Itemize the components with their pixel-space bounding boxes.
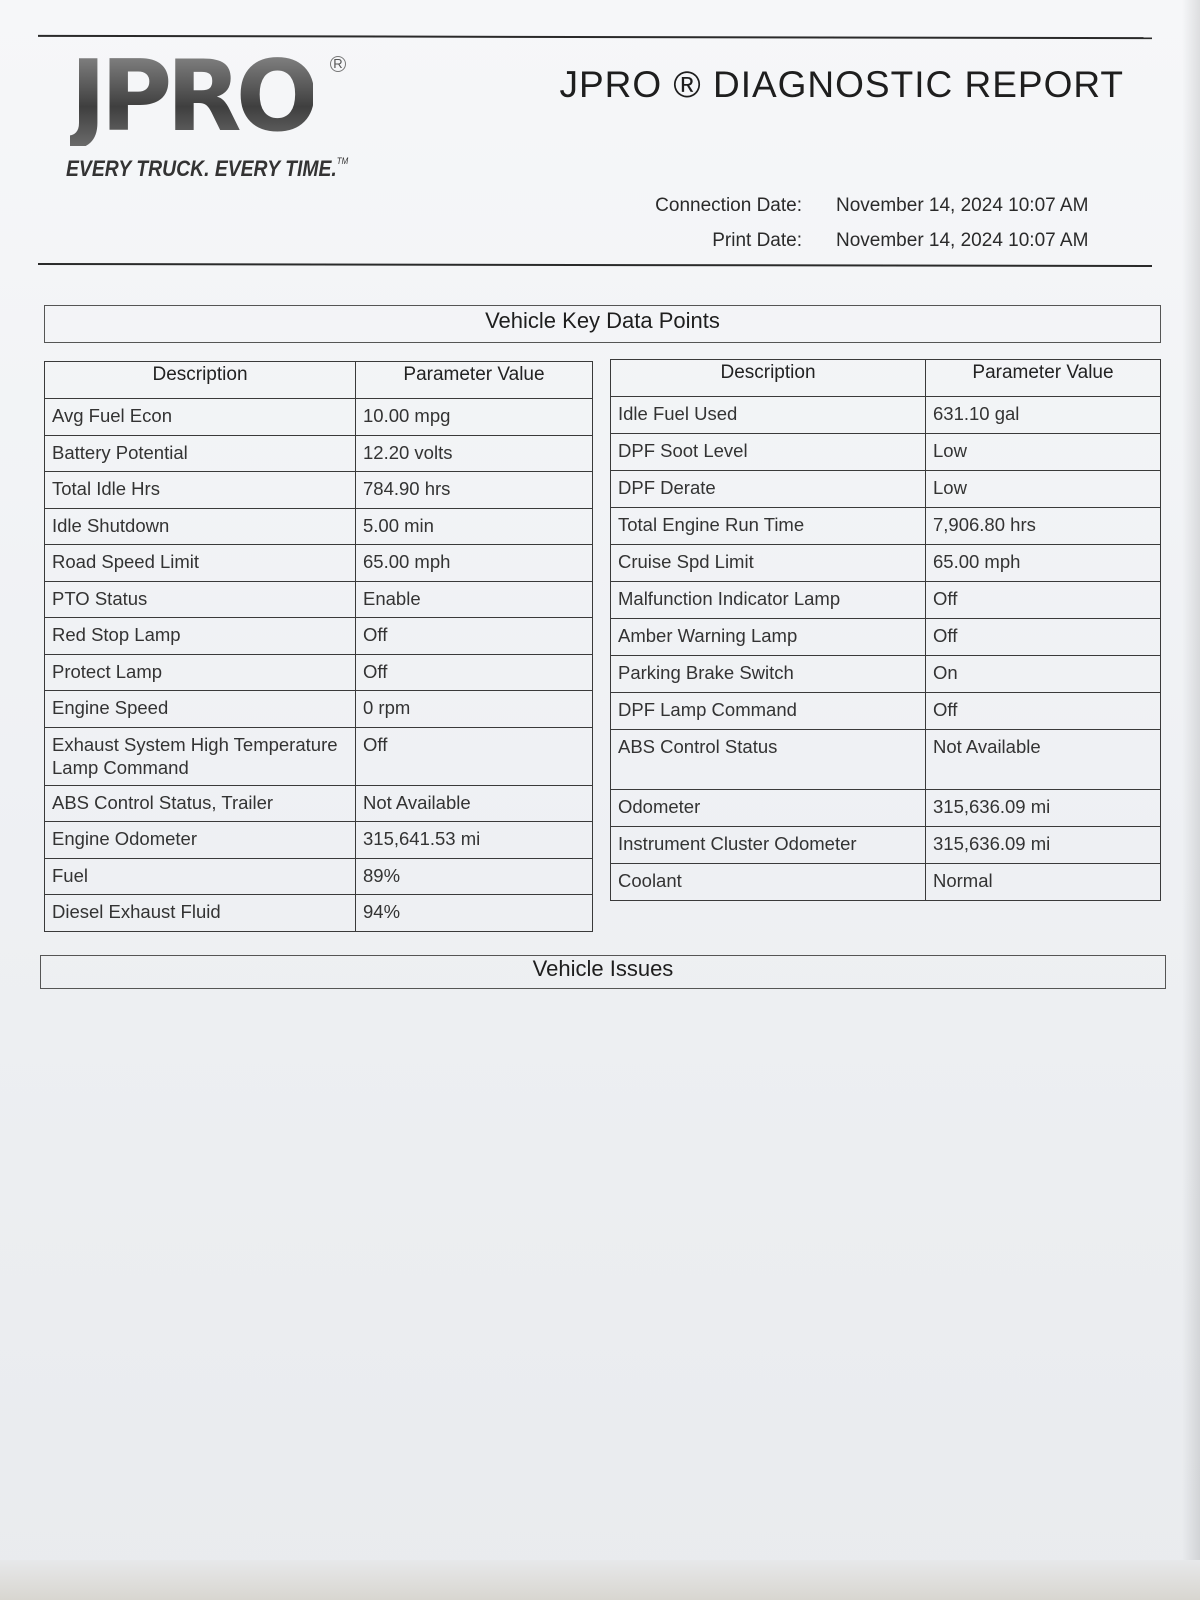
row-value: 631.10 gal [926, 397, 1161, 434]
jpro-logo: JPRO [70, 40, 314, 154]
row-value: Off [926, 693, 1161, 730]
row-value: 94% [356, 895, 593, 932]
table-row [45, 691, 593, 728]
row-value: 315,636.09 mi [926, 790, 1161, 827]
row-description: Road Speed Limit [45, 545, 356, 582]
row-value: Not Available [356, 785, 593, 822]
connection-date-row [640, 188, 1140, 223]
row-description: Engine Odometer [45, 822, 356, 859]
row-value: Low [926, 471, 1161, 508]
registered-mark-icon: R [330, 56, 346, 72]
row-description: Avg Fuel Econ [45, 399, 356, 436]
table-row [45, 581, 593, 618]
table-row [611, 693, 1161, 730]
column-header-parameter-value: Parameter Value [926, 360, 1161, 397]
vehicle-issues-section-title: Vehicle Issues [40, 955, 1166, 989]
row-description: Idle Fuel Used [611, 397, 926, 434]
table-row [45, 508, 593, 545]
row-description: Cruise Spd Limit [611, 545, 926, 582]
page-edge-shadow [1182, 0, 1200, 1600]
row-value: 7,906.80 hrs [926, 508, 1161, 545]
row-description: Exhaust System High Temperature Lamp Command [45, 727, 356, 785]
row-description: Red Stop Lamp [45, 618, 356, 655]
table-row [611, 471, 1161, 508]
table-row [45, 399, 593, 436]
row-description: Amber Warning Lamp [611, 619, 926, 656]
table-row [45, 435, 593, 472]
header-bottom-rule [38, 263, 1152, 267]
table-row [45, 472, 593, 509]
table-row [611, 508, 1161, 545]
row-description: DPF Soot Level [611, 434, 926, 471]
table-row [611, 619, 1161, 656]
table-row [45, 618, 593, 655]
print-date-row [640, 223, 1140, 258]
trademark-mark: TM [336, 156, 349, 166]
row-value: 315,636.09 mi [926, 827, 1161, 864]
connection-date-label: Connection Date: [655, 194, 802, 216]
header-top-rule [38, 35, 1152, 39]
row-value: 10.00 mpg [356, 399, 593, 436]
row-description: Coolant [611, 864, 926, 901]
column-header-parameter-value: Parameter Value [356, 362, 593, 399]
row-description: Instrument Cluster Odometer [611, 827, 926, 864]
table-row [45, 654, 593, 691]
row-description: Battery Potential [45, 435, 356, 472]
row-description: Protect Lamp [45, 654, 356, 691]
logo-tagline [66, 156, 348, 182]
row-description: Odometer [611, 790, 926, 827]
row-value: Off [926, 582, 1161, 619]
row-value: 5.00 min [356, 508, 593, 545]
row-value: Off [356, 654, 593, 691]
row-description: Malfunction Indicator Lamp [611, 582, 926, 619]
row-value: Low [926, 434, 1161, 471]
table-row [611, 827, 1161, 864]
row-value: 315,641.53 mi [356, 822, 593, 859]
table-row [45, 727, 593, 785]
print-date-value: November 14, 2024 10:07 AM [836, 229, 1089, 251]
desk-surface [0, 1560, 1200, 1600]
table-row [45, 822, 593, 859]
row-value: On [926, 656, 1161, 693]
column-header-description: Description [45, 362, 356, 399]
table-row [45, 785, 593, 822]
row-value: 12.20 volts [356, 435, 593, 472]
table-row [45, 895, 593, 932]
row-description: Fuel [45, 858, 356, 895]
table-row [611, 656, 1161, 693]
row-value: Off [926, 619, 1161, 656]
key-data-table-right [610, 359, 1161, 901]
row-description: ABS Control Status, Trailer [45, 785, 356, 822]
row-value: 0 rpm [356, 691, 593, 728]
row-value: Normal [926, 864, 1161, 901]
row-description: Engine Speed [45, 691, 356, 728]
row-description: Idle Shutdown [45, 508, 356, 545]
row-value: 65.00 mph [356, 545, 593, 582]
table-row [45, 858, 593, 895]
row-description: DPF Lamp Command [611, 693, 926, 730]
key-data-table-left [44, 361, 593, 932]
table-row [611, 864, 1161, 901]
print-date-label: Print Date: [712, 229, 802, 251]
row-description: DPF Derate [611, 471, 926, 508]
table-row [611, 397, 1161, 434]
report-title: JPRO ® DIAGNOSTIC REPORT [559, 64, 1124, 105]
table-row [45, 545, 593, 582]
row-value: 89% [356, 858, 593, 895]
table-row [611, 730, 1161, 790]
table-row [611, 790, 1161, 827]
row-description: PTO Status [45, 581, 356, 618]
table-row [611, 545, 1161, 582]
connection-date-value: November 14, 2024 10:07 AM [836, 194, 1089, 216]
row-description: Total Engine Run Time [611, 508, 926, 545]
row-description: Diesel Exhaust Fluid [45, 895, 356, 932]
row-description: ABS Control Status [611, 730, 926, 790]
report-dates [640, 188, 1140, 258]
row-description: Parking Brake Switch [611, 656, 926, 693]
row-value: Off [356, 618, 593, 655]
column-header-description: Description [611, 360, 926, 397]
table-row [611, 582, 1161, 619]
row-value: 784.90 hrs [356, 472, 593, 509]
table-row [611, 434, 1161, 471]
row-value: Enable [356, 581, 593, 618]
row-value: Not Available [926, 730, 1161, 790]
row-description: Total Idle Hrs [45, 472, 356, 509]
row-value: Off [356, 727, 593, 785]
key-data-section-title: Vehicle Key Data Points [44, 305, 1161, 343]
row-value: 65.00 mph [926, 545, 1161, 582]
tagline-text: EVERY TRUCK. EVERY TIME. [66, 156, 337, 181]
